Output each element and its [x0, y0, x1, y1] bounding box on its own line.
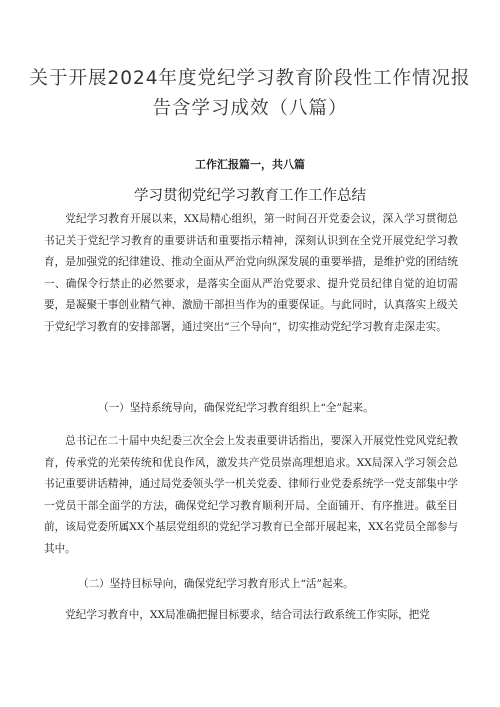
body-paragraph: 总书记在二十届中央纪委三次全会上发表重要讲话指出，要深入开展党性党风党纪教育，传承党的光荣传统和优良作风，激发共产党员崇高理想追求。XX局深入学习领会总书记重要讲话精神，通过局党委领头学一机关党委、律师行业党委系统学一党支部集中学一党员干部全面学的方法，确保党纪学习教育顺利开局、全面铺开、有序推进。截至目前，该局党委所属XX个基层党组织的党纪学习教育已全部开展起来，XX名党员全部参与其中。	[44, 435, 458, 555]
body-paragraph: 党纪学习教育开展以来，XX局精心组织，第一时间召开党委会议，深入学习贯彻总书记关于党纪学习教育的重要讲话和重要指示精神，深刻认识到在全党开展党纪学习教育，是加强党的纪律建设、推动全面从严治党向纵深发展的重要举措，是维护党的团结统一、确保令行禁止的必然要求，是落实全面从严治党要求、提升党员纪律自觉的迫切需要，是凝聚干事创业精气神、激励干部担当作为的重要保证。与此同时，认真落实上级关于党纪学习教育的安排部署，通过突出“三个导向”，切实推动党纪学习教育走深走实。	[44, 213, 458, 333]
section-heading: 学习贯彻党纪学习教育工作工作总结	[134, 188, 366, 204]
subheading: （二）坚持目标导向，确保党纪学习教育形式上“活”起来。	[78, 578, 354, 590]
paragraph-block	[44, 209, 458, 338]
paragraph-block	[44, 605, 458, 627]
section-label: 工作汇报篇一，共八篇	[195, 158, 305, 171]
document-title: 关于开展2024年度党纪学习教育阶段性工作情况报告含学习成效（八篇）	[29, 68, 471, 119]
body-paragraph: 党纪学习教育中，XX局准确把握目标要求，结合司法行政系统工作实际，把党	[65, 609, 430, 621]
paragraph-block	[44, 431, 458, 560]
subheading: （一）坚持系统导向，确保党纪学习教育组织上“全”起来。	[98, 402, 374, 414]
